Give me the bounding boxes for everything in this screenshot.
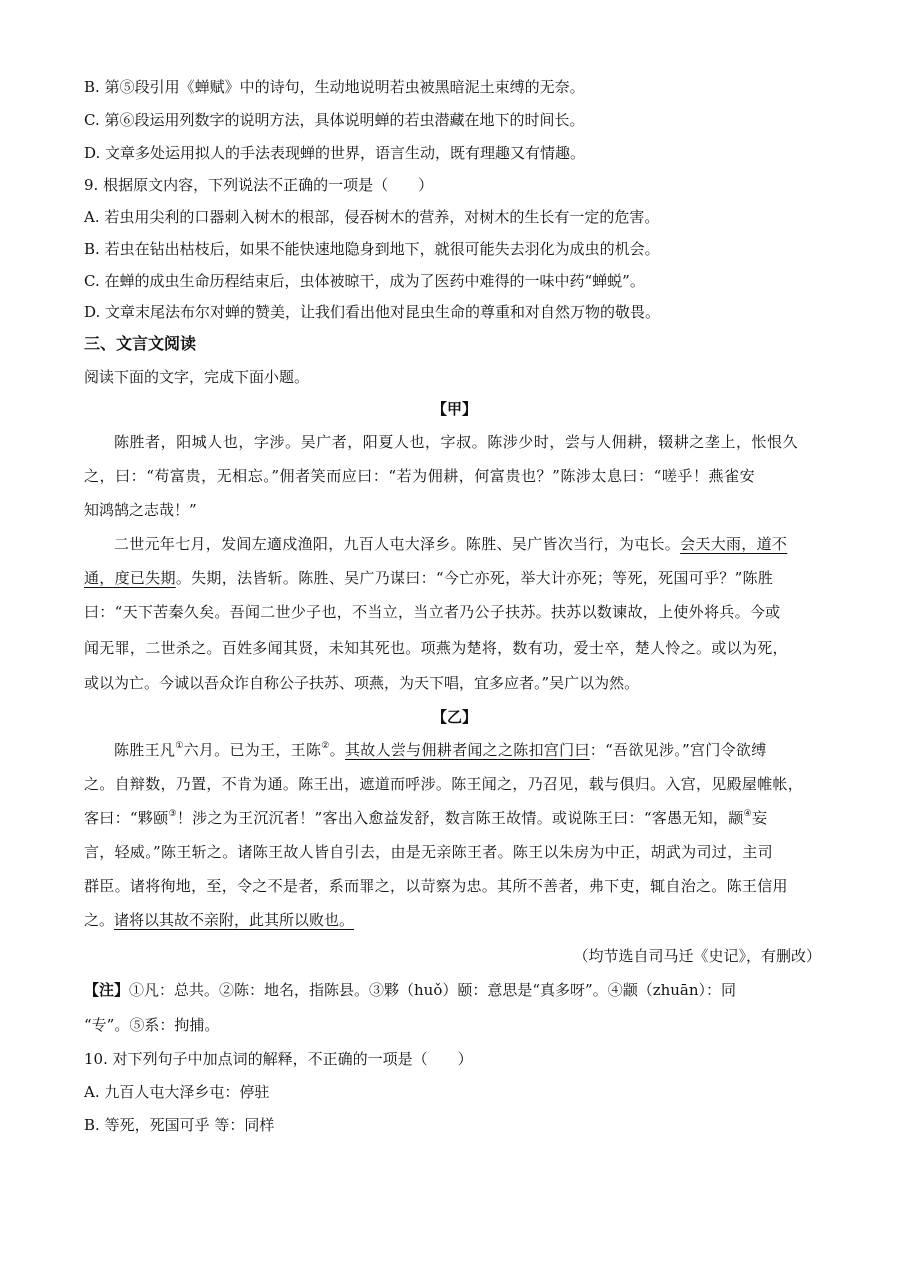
section-instruction: 阅读下面的文字，完成下面小题。: [84, 368, 310, 386]
footnote-mark-4: ④: [743, 809, 752, 819]
jia-p1-line3: 知鸿鹄之志哉！”: [84, 501, 197, 519]
q9-stem: 9. 根据原文内容，下列说法不正确的一项是（ ）: [84, 176, 434, 194]
yi-underlined-sentence-2: 诸将以其故不亲附，此其所以败也。: [114, 911, 355, 929]
jia-p2-line2: 通，度已失期。失期，法皆斩。陈胜、吴广乃谋曰：“今亡亦死，举大计亦死；等死，死国可乎？”陈胜: [84, 569, 774, 587]
q10-option-a: A. 九百人屯大泽乡屯：停驻: [84, 1083, 270, 1101]
footnote-mark-3: ③: [168, 809, 177, 819]
q10-option-b: B. 等死，死国可乎 等：同样: [84, 1116, 275, 1134]
jia-p1-line2: 之，曰：“苟富贵，无相忘。”佣者笑而应曰：“若为佣耕，何富贵也？”陈涉太息曰：“嗟乎！燕雀安: [84, 467, 756, 485]
notes-line1: 【注】①凡：总共。②陈：地名，指陈县。③夥（huǒ）颐：意思是“真多呀”。④颛（zhuān）：同: [84, 981, 737, 999]
yi-line6: 之。诸将以其故不亲附，此其所以败也。: [84, 911, 355, 929]
passage-yi-title: 【乙】: [431, 708, 477, 726]
yi-line2: 之。自辩数，乃置，不肯为通。陈王出，遮道而呼涉。陈王闻之，乃召见，载与俱归。入宫，见殿屋帷帐，: [84, 775, 804, 793]
source-citation: （均节选自司马迁《史记》，有删改）: [573, 947, 821, 965]
q9-option-c: C. 在蝉的成虫生命历程结束后，虫体被晾干，成为了医药中难得的一味中药“蝉蜕”。: [84, 272, 645, 290]
yi-line1: 陈胜王凡①六月。已为王，王陈②。其故人尝与佣耕者闻之之陈扣宫门曰：“吾欲见涉。”宫门令欲缚: [114, 741, 767, 759]
yi-underlined-sentence-1: 其故人尝与佣耕者闻之之陈扣宫门曰: [344, 741, 590, 759]
footnote-mark-1: ①: [175, 741, 184, 751]
q8-option-b: B. 第⑤段引用《蝉赋》中的诗句，生动地说明若虫被黑暗泥土束缚的无奈。: [84, 78, 585, 96]
notes-line2: “专”。⑤系：拘捕。: [84, 1016, 220, 1034]
q9-option-b: B. 若虫在钻出枯枝后，如果不能快速地隐身到地下，就很可能失去羽化为成虫的机会。: [84, 240, 660, 258]
section-heading: 三、文言文阅读: [84, 334, 197, 353]
q9-option-d: D. 文章末尾法布尔对蝉的赞美，让我们看出他对昆虫生命的尊重和对自然万物的敬畏。: [84, 303, 661, 321]
jia-p2-line1: 二世元年七月，发闾左適戍渔阳，九百人屯大泽乡。陈胜、吴广皆次当行，为屯长。会天大雨，道不: [114, 535, 788, 553]
jia-p2-line5: 或以为亡。今诚以吾众诈自称公子扶苏、项燕，为天下唱，宜多应者。”吴广以为然。: [84, 674, 640, 692]
yi-line3: 客曰：“夥颐③！涉之为王沉沉者！”客出入愈益发舒，数言陈王故情。或说陈王曰：“客愚无知，颛④妄: [84, 809, 768, 827]
q10-stem: 10. 对下列句子中加点词的解释，不正确的一项是（ ）: [84, 1050, 473, 1068]
q8-option-d: D. 文章多处运用拟人的手法表现蝉的世界，语言生动，既有理趣又有情趣。: [84, 144, 586, 162]
q9-option-a: A. 若虫用尖利的口器刺入树木的根部，侵吞树木的营养，对树木的生长有一定的危害。: [84, 208, 660, 226]
yi-line4: 言，轻威。”陈王斩之。诸陈王故人皆自引去，由是无亲陈王者。陈王以朱房为中正，胡武为司过，主司: [84, 843, 773, 861]
notes-label: 【注】: [84, 981, 130, 999]
jia-p2-line4: 闻无罪，二世杀之。百姓多闻其贤，未知其死也。项燕为楚将，数有功，爱士卒，楚人怜之。或以为死，: [84, 639, 788, 657]
yi-line5: 群臣。诸将徇地，至，令之不是者，系而罪之，以苛察为忠。其所不善者，弗下吏，辄自治之。陈王信用: [84, 877, 788, 895]
q8-option-c: C. 第⑥段运用列数字的说明方法，具体说明蝉的若虫潜藏在地下的时间长。: [84, 111, 585, 129]
footnote-mark-2: ②: [321, 741, 330, 751]
jia-p1-line1: 陈胜者，阳城人也，字涉。吴广者，阳夏人也，字叔。陈涉少时，尝与人佣耕，辍耕之垄上，怅恨久: [114, 433, 799, 451]
jia-p2-line3: 曰：“天下苦秦久矣。吾闻二世少子也，不当立，当立者乃公子扶苏。扶苏以数谏故，上使外将兵。今或: [84, 603, 781, 621]
passage-jia-title: 【甲】: [431, 400, 477, 418]
jia-underlined-sentence-part1: 会天大雨，道不: [680, 535, 788, 553]
jia-underlined-sentence-part2: 通，度已失期: [84, 569, 176, 587]
